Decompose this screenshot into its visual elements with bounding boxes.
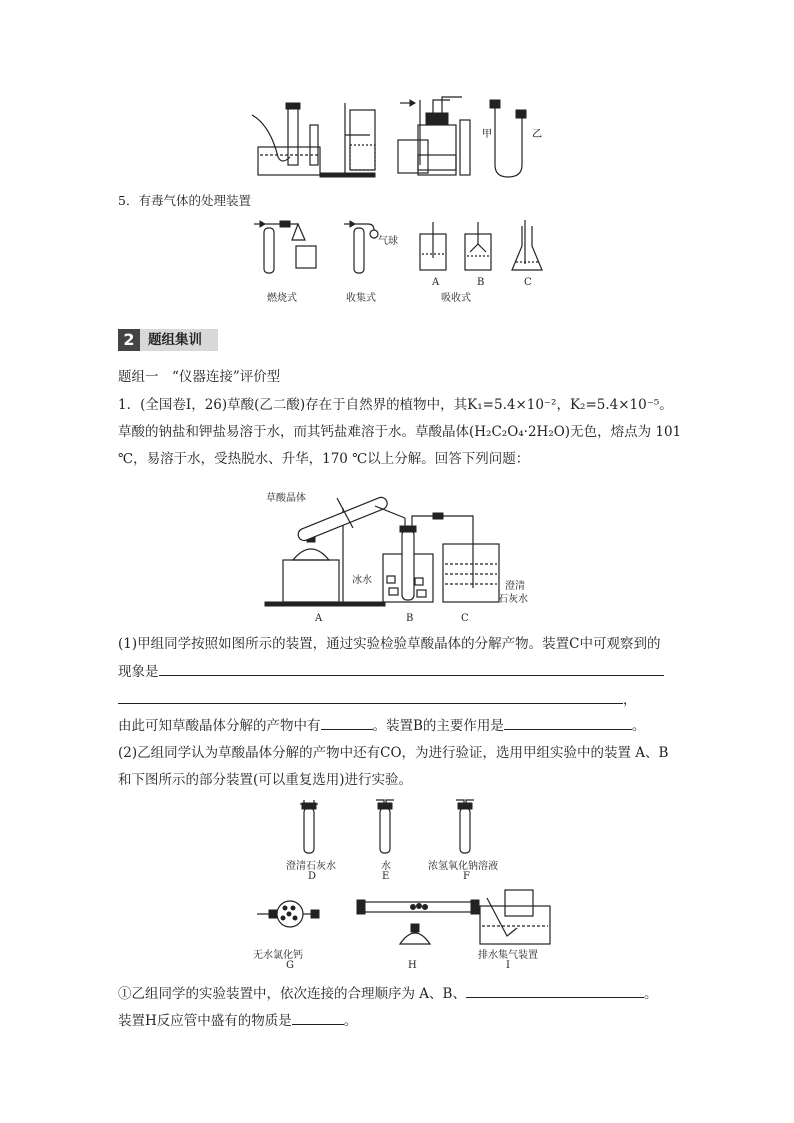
label-b: B [477, 277, 485, 288]
part-e-label: E [382, 871, 390, 882]
gas-collection-apparatus-figure [250, 95, 560, 180]
apparatus-a-label: A [315, 613, 323, 624]
section-badge [118, 329, 218, 351]
label-c: C [524, 277, 532, 288]
part-h-label: H [408, 960, 417, 971]
part-d-label: D [308, 871, 317, 882]
parts-ghi-figure [255, 888, 555, 948]
oxalic-crystal-label: 草酸晶体 [266, 493, 306, 504]
answer-blank-products[interactable] [321, 715, 373, 730]
apparatus-c-label: C [461, 613, 469, 624]
collection-label: 收集式 [346, 293, 376, 304]
part-i-label: I [506, 960, 510, 971]
label-a: A [432, 277, 440, 288]
svg-text:甲: 甲 [482, 129, 492, 140]
section-title: 题组集训 [148, 332, 202, 348]
question-circ1-line-b: 装置H反应管中盛有的物质是 。 [118, 1010, 357, 1031]
part-d-name: 澄清石灰水 [286, 861, 336, 872]
answer-blank-phenomenon[interactable] [159, 661, 664, 676]
part-2-line-b: 和下图所示的部分装置(可以重复选用)进行实验。 [118, 772, 413, 788]
apparatus-b-label: B [406, 613, 414, 624]
part-1-line-a: (1)甲组同学按照如图所示的装置，通过实验检验草酸晶体的分解产物。装置C中可观察到的 [118, 636, 661, 652]
answer-blank-phenomenon-2[interactable] [118, 689, 623, 704]
burning-label: 燃烧式 [267, 293, 297, 304]
toxic-gas-treatment-figure [250, 218, 560, 278]
part-e-name: 水 [381, 861, 391, 872]
part-i-name: 排水集气装置 [478, 950, 538, 961]
part-2-line-a: (2)乙组同学认为草酸晶体分解的产物中还有CO，为进行验证，选用甲组实验中的装置 A、B [118, 745, 669, 761]
section-number: 2 [118, 329, 140, 351]
part-1-line-continue: ， [118, 689, 637, 710]
part-g-name: 无水氯化钙 [253, 950, 303, 961]
part-f-name: 浓氢氧化钠溶液 [428, 861, 498, 872]
answer-blank-order[interactable] [466, 983, 644, 998]
balloon-label: 气球 [378, 236, 398, 247]
question-1-line-3: ℃，易溶于水，受热脱水、升华，170 ℃以上分解。回答下列问题： [118, 451, 530, 467]
limewater-label-1: 澄清 [505, 581, 525, 592]
part-1-line-b: 现象是 [118, 661, 664, 682]
part-1-line-c: 由此可知草酸晶体分解的产物中有 。装置B的主要作用是 。 [118, 715, 645, 736]
question-1-line-1: 1．(全国卷Ⅰ，26)草酸(乙二酸)存在于自然界的植物中，其K₁=5.4×10⁻²，K₂=5.4×10⁻⁵。 [118, 397, 673, 413]
tubes-def-figure [290, 798, 490, 858]
absorption-label: 吸收式 [441, 293, 471, 304]
answer-blank-b-function[interactable] [504, 715, 632, 730]
ice-water-label: 冰水 [352, 575, 372, 586]
svg-text:乙: 乙 [532, 129, 542, 140]
limewater-label-2: 石灰水 [498, 594, 528, 605]
part-g-label: G [286, 960, 294, 971]
question-1-line-2: 草酸的钠盐和钾盐易溶于水，而其钙盐难溶于水。草酸晶体(H₂C₂O₄·2H₂O)无色，熔点为 101 [118, 424, 682, 440]
part-f-label: F [463, 871, 470, 882]
answer-blank-h-substance[interactable] [292, 1010, 344, 1025]
question-circ1-line-a: ①乙组同学的实验装置中，依次连接的合理顺序为 A、B、 。 [118, 983, 657, 1004]
item-5-heading: 5．有毒气体的处理装置 [118, 193, 251, 208]
group-1-title: 题组一 “仪器连接”评价型 [118, 369, 281, 385]
